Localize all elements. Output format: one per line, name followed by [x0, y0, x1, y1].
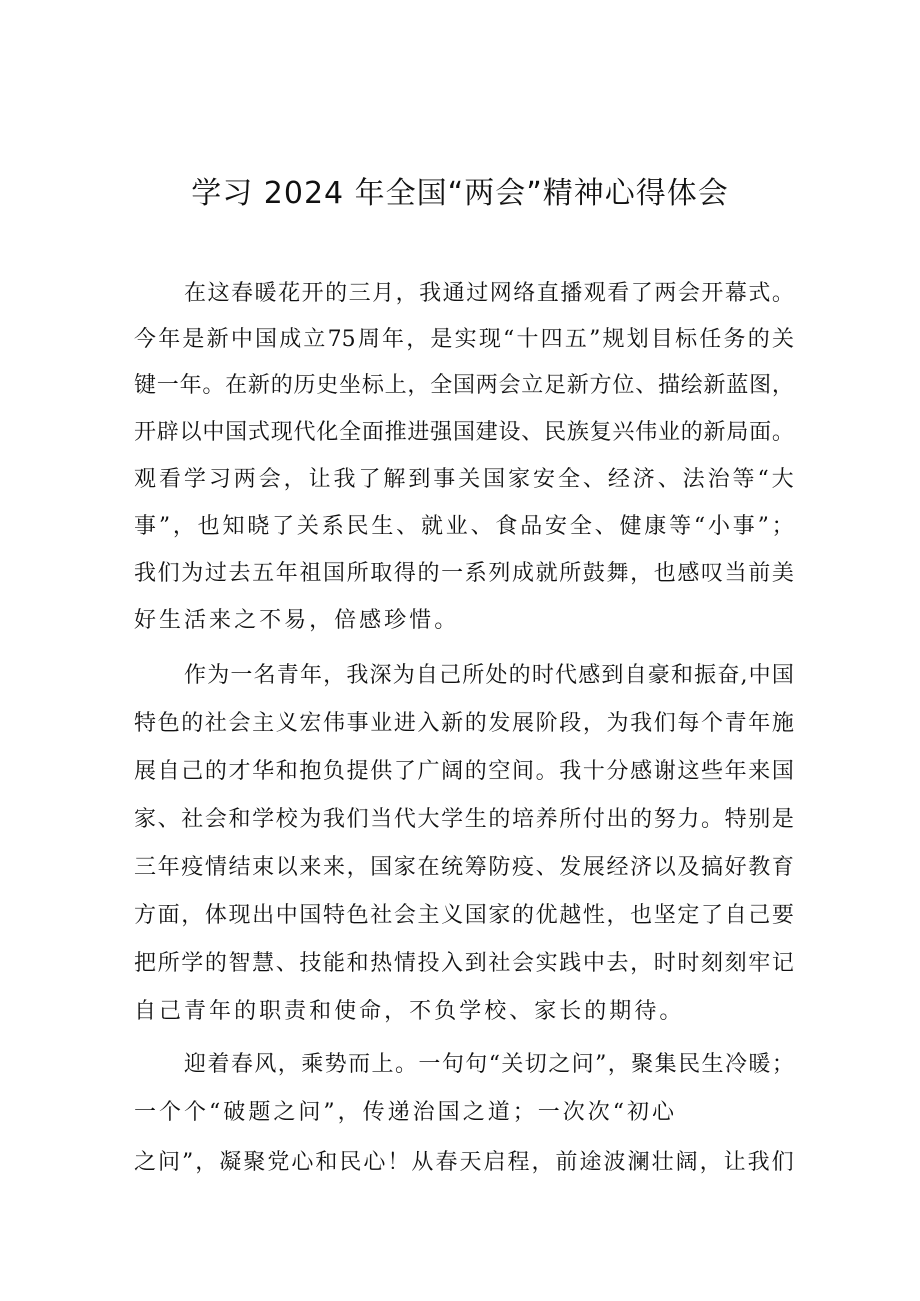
paragraph-1-line-7: 我 们 为 过 去 五 年 祖 国 所 取 得 的 一 系 列 成 就 所 鼓 舞 ， 也 感 叹 当 前 美 [134, 561, 794, 586]
paragraph-1-line-4: 开 辟 以 中 国 式 现 代 化 全 面 推 进 强 国 建 设 、 民 族 复 兴 伟 业 的 新 局 面 。 [134, 420, 794, 445]
paragraph-2-line-7: 把 所 学 的 智 慧 、 技 能 和 热 情 投 入 到 社 会 实 践 中 去 ， 时 时 刻 刻 牢 记 [134, 951, 794, 976]
paragraph-1-line-5: 观 看 学 习 两 会 ， 让 我 了 解 到 事 关 国 家 安 全 、 经 济 、 法 治 等 “ 大 [134, 467, 794, 492]
paragraph-3-line-2: 一 个 个 “ 破 题 之 问 ” ， 传 递 治 国 之 道 ； 一 次 次 “ 初 心 [134, 1100, 678, 1125]
paragraph-1-line-1: 在 这 春 暖 花 开 的 三 月 ， 我 通 过 网 络 直 播 观 看 了 两 会 开 幕 式 。 [184, 281, 794, 306]
document-title: 学习 2024 年全国“两会”精神心得体会 [191, 176, 729, 211]
paragraph-1-line-8: 好 生 活 来 之 不 易 ， 倍 感 珍 惜 。 [134, 608, 460, 633]
paragraph-1-line-6: 事 ” ， 也 知 晓 了 关 系 民 生 、 就 业 、 食 品 安 全 、 健 康 等 “ 小 事 ” ； [134, 514, 794, 539]
paragraph-2-line-5: 三 年 疫 情 结 束 以 来 来 ， 国 家 在 统 筹 防 疫 、 发 展 经 济 以 及 搞 好 教 育 [134, 855, 794, 880]
paragraph-3-line-1: 迎 着 春 风 ， 乘 势 而 上 。 一 句 句 “ 关 切 之 问 ” ， 聚 集 民 生 冷 暖 ； [184, 1052, 794, 1077]
paragraph-2-line-2: 特 色 的 社 会 主 义 宏 伟 事 业 进 入 新 的 发 展 阶 段 ， 为 我 们 每 个 青 年 施 [134, 711, 794, 736]
paragraph-1-line-3: 键 一 年 。 在 新 的 历 史 坐 标 上 ， 全 国 两 会 立 足 新 方 位 、 描 绘 新 蓝 图 ， [134, 373, 794, 398]
paragraph-2-line-1: 作 为 一 名 青 年 ， 我 深 为 自 己 所 处 的 时 代 感 到 自 豪 和 振 奋 , 中 国 [184, 663, 794, 688]
paragraph-2-line-3: 展 自 己 的 才 华 和 抱 负 提 供 了 广 阔 的 空 间 。 我 十 分 感 谢 这 些 年 来 国 [134, 759, 794, 784]
paragraph-1-line-2: 今 年 是 新 中 国 成 立 75 周 年 ， 是 实 现 “ 十 四 五 ” 规 划 目 标 任 务 的 关 [134, 327, 794, 352]
paragraph-2-line-8: 自 己 青 年 的 职 责 和 使 命 ， 不 负 学 校 、 家 长 的 期 待 。 [134, 999, 685, 1024]
paragraph-2-line-4: 家 、 社 会 和 学 校 为 我 们 当 代 大 学 生 的 培 养 所 付 出 的 努 力 。 特 别 是 [134, 807, 794, 832]
paragraph-3-line-3: 之 问 ” ， 凝 聚 党 心 和 民 心 ！ 从 春 天 启 程 ， 前 途 波 澜 壮 阔 ， 让 我 们 [134, 1150, 794, 1175]
paragraph-2-line-6: 方 面 ， 体 现 出 中 国 特 色 社 会 主 义 国 家 的 优 越 性 ， 也 坚 定 了 自 己 要 [134, 903, 794, 928]
